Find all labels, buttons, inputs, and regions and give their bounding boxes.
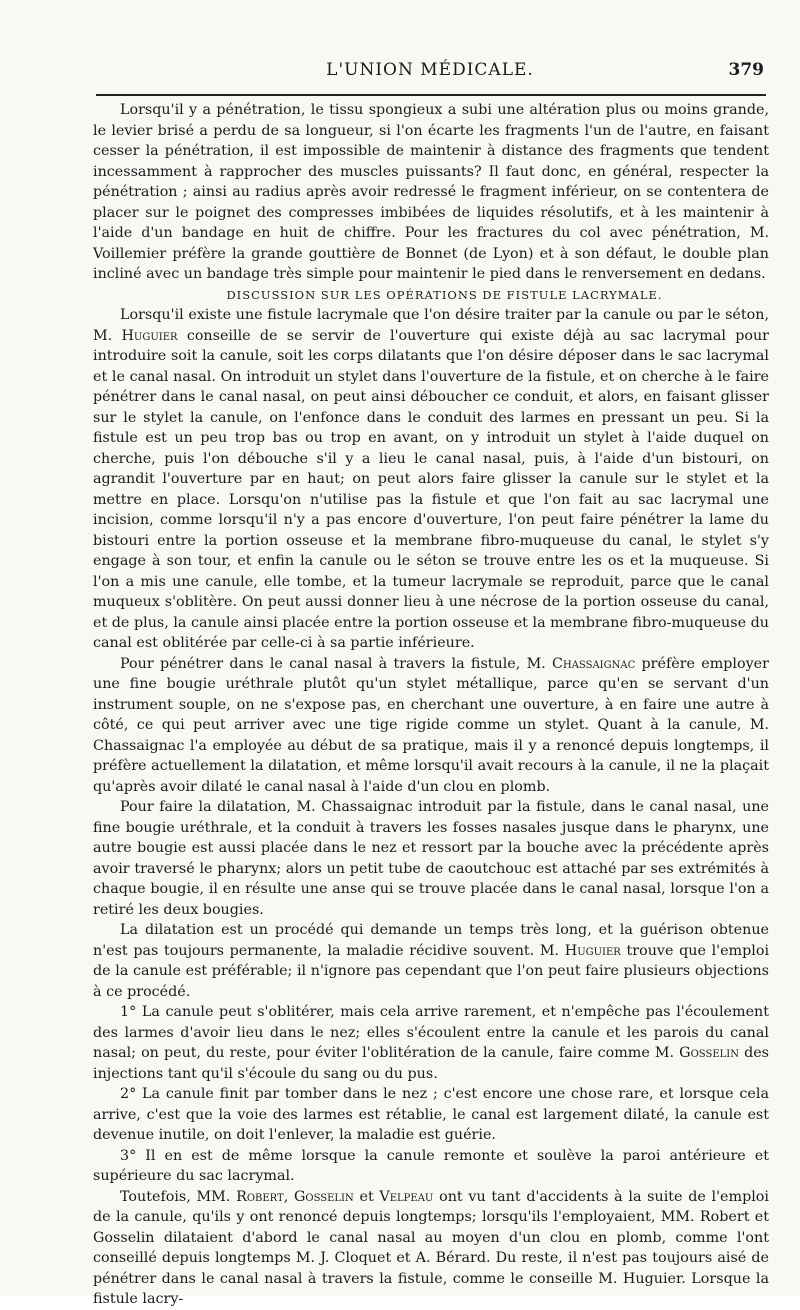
page-number: 379 (728, 60, 764, 80)
paragraph-text: ont vu tant d'accidents à la suite de l'emploi de la canule, qu'ils y ont renoncé depuis longtemps; lorsqu'ils l'employaient, MM. Robert et Gosselin dilataient d'abord le canal nasal au moyen d'un clou en plomb, comme l'ont conseillé depuis longtemps M. J. Cloquet et A. Bérard. Du reste, il n'est pas toujours aisé de pénétrer dans le canal nasal à travers la fistule, comme le conseille M. Huguier. Lorsque la fistule lacry- (93, 1188, 769, 1307)
paragraph-objection-1 (93, 1002, 769, 1084)
author-name: Gosselin (679, 1045, 739, 1061)
paragraph-text: Pour pénétrer dans le canal nasal à travers la fistule, M. (120, 655, 546, 672)
paragraph-text: des injections tant qu'il s'écoule du sang ou du pus. (93, 1045, 770, 1082)
paragraph-chassaignac-method (93, 654, 769, 798)
paragraph-penetration: Lorsqu'il y a pénétration, le tissu spongieux a subi une altération plus ou moins grande, le levier brisé a perdu de sa longueur, si l'on écarte les fragments l'un de l'autre, en faisant cesser la pénétration, il est impossible de maintenir à distance des fragments que tendent incessamment à rapprocher des muscles puissants? Il faut donc, en général, respecter la pénétration ; ainsi au radius après avoir redressé le fragment inférieur, on se contentera de placer sur le poignet des compresses imbibées de liquides résolutifs, et à les maintenir à l'aide d'un bandage en huit de chiffre. Pour les fractures du col avec pénétration, M. Voillemier préfère la grande gouttière de Bonnet (de Lyon) et à son défaut, le double plan incliné avec un bandage très simple pour maintenir le pied dans le renversement en dedans. (93, 102, 769, 282)
punctuation: , (283, 1188, 289, 1205)
article-body (93, 100, 769, 1310)
author-name: Velpeau (379, 1188, 434, 1205)
paragraph-objection-3: 3° Il en est de même lorsque la canule remonte et soulève la paroi antérieure et supérieure du sac lacrymal. (93, 1147, 769, 1184)
author-name: Gosselin (293, 1188, 354, 1205)
section-heading: DISCUSSION SUR LES OPÉRATIONS DE FISTULE LACRYMALE. (226, 287, 663, 302)
running-title: L'UNION MÉDICALE. (326, 60, 534, 80)
paragraph-other-surgeons (93, 1187, 769, 1310)
paragraph-text: Lorsqu'il existe une fistule lacrymale que l'on désire traiter par la canule ou par le séton, M. (93, 307, 769, 344)
paragraph-text: Toutefois, MM. (120, 1188, 231, 1205)
paragraph-text: trouve que l'emploi de la canule est préférable; il n'ignore pas cependant que l'on peut faire plusieurs objections à ce procédé. (93, 942, 770, 1000)
conjunction: et (359, 1188, 374, 1205)
author-name: Huguier (121, 327, 178, 344)
header-rule (96, 94, 766, 96)
author-name: Robert (236, 1188, 284, 1205)
paragraph-text: préfère employer une fine bougie uréthrale plutôt qu'un stylet métallique, parce qu'en se servant d'un instrument souple, on ne s'expose pas, en cherchant une ouverture, à en faire une autre à côté, ce qui peut arriver avec une tige rigide comme un stylet. Quant à la canule, M. Chassaignac l'a employée au début de sa pratique, mais il y a renoncé depuis longtemps, il préfère actuellement la dilatation, et même lorsqu'il avait recours à la canule, il ne la plaçait qu'après avoir dilaté le canal nasal à l'aide d'un clou en plomb. (93, 655, 769, 795)
paragraph-text: La dilatation est un procédé qui demande un temps très long, et la guérison obtenue n'est pas toujours permanente, la maladie récidive souvent. M. (93, 922, 769, 959)
page-header (92, 58, 768, 88)
author-name: Chassaignac (552, 655, 636, 672)
paragraph-huguier-method (93, 305, 769, 654)
paragraph-dilatation: Pour faire la dilatation, M. Chassaignac introduit par la fistule, dans le canal nasal, une fine bougie uréthrale, et la conduit à travers les fosses nasales jusque dans le pharynx, une autre bougie est aussi placée dans le nez et ressort par la bouche avec la précédente après avoir traversé le pharynx; alors un petit tube de caoutchouc est attaché par ses extrémités à chaque bougie, il en résulte une anse qui se trouve placée dans le canal nasal, lorsque l'on a retiré les deux bougies. (93, 799, 769, 918)
author-name: Huguier (564, 942, 621, 959)
paragraph-dilatation-evaluation (93, 920, 769, 1002)
paragraph-text: 1° La canule peut s'oblitérer, mais cela arrive rarement, et n'empêche pas l'écoulement des larmes d'avoir lieu dans le nez; elles s'écoulent entre la canule et les parois du canal nasal; on peut, du reste, pour éviter l'oblitération de la canule, faire comme M. (93, 1004, 769, 1061)
paragraph-objection-2: 2° La canule finit par tomber dans le nez ; c'est encore une chose rare, et lorsque cela arrive, c'est que la voie des larmes est rétablie, le canal est largement dilaté, la canule est devenue inutile, on doit l'enlever, la maladie est guérie. (93, 1086, 769, 1143)
paragraph-text: conseille de se servir de l'ouverture qui existe déjà au sac lacrymal pour introduire soit la canule, soit les corps dilatants que l'on désire déposer dans le sac lacrymal et le canal nasal. On introduit un stylet dans l'ouverture de la fistule, et on cherche à le faire pénétrer dans le canal nasal, on peut ainsi déboucher ce conduit, et alors, en faisant glisser sur le stylet la canule, on l'enfonce dans le conduit des larmes en pressant un peu. Si la fistule est un peu trop bas ou trop en avant, on y introduit un stylet à l'aide duquel on cherche, puis l'on débouche s'il y a lieu le canal nasal, puis, à l'aide d'un bistouri, on agrandit l'ouverture par en haut; on peut alors faire glisser la canule sur le stylet et la mettre en place. Lorsqu'on n'utilise pas la fistule et que l'on fait au sac lacrymal une incision, comme lorsqu'il n'y a pas encore d'ouverture, l'on peut faire pénétrer la lame du bistouri entre la portion osseuse et la membrane fibro-muqueuse du canal, le stylet s'y engage à son tour, et enfin la canule ou le séton se trouve entre les os et la muqueuse. Si l'on a mis une canule, elle tombe, et la tumeur lacrymale se reproduit, parce que le canal muqueux s'oblitère. On peut aussi donner lieu à une nécrose de la portion osseuse du canal, et de plus, la canule ainsi placée entre la portion osseuse et la membrane fibro-muqueuse du canal est oblitérée par celle-ci à sa partie inférieure. (93, 327, 770, 651)
